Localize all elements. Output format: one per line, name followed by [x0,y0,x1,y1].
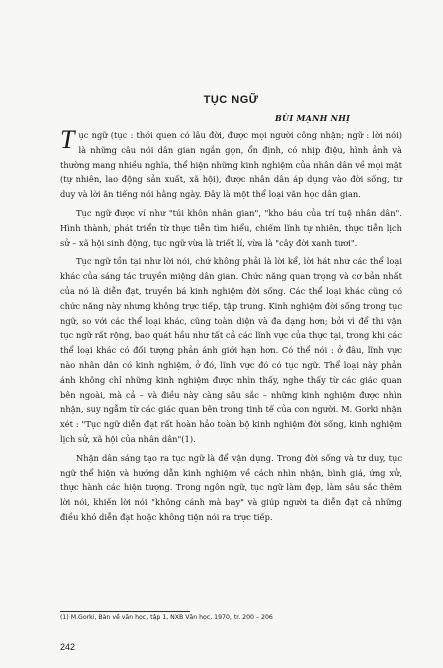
paragraph-4: Nhận dân sáng tạo ra tục ngữ là để vận dụng. Trong đời sống và tư duy, tục ngữ thể hiện và hướng dẫn kinh nghiệm về cách nhìn nhận, bình giá, ứng xử, thực hành các hiện tượng. Trong ngôn ngữ, tục ngữ làm đẹp, làm sâu sắc thêm lời nói, khiến lời nói "không cánh mà bay" và giúp người ta diễn đạt cả những điều khó diễn đạt hoặc không tiện nói ra trực tiếp. [60,452,402,522]
document-page [60,0,402,668]
paragraph-1-text: ục ngữ (tục : thói quen có lâu đời, được mọi người công nhận; ngữ : lời nói) là những câu nói dân gian ngắn gọn, ổn định, có nhịp điệu, hình ảnh và thường mang nhiều nghĩa, thể hiện những kinh nghiệm của nhân dân về mọi mặt (tự nhiên, lao động sản xuất, xã hội), được nhân dân áp dụng vào đời sống, tư duy và lời ăn tiếng nói hằng ngày. Đây là một thể loại văn học dân gian. [60,130,402,200]
drop-cap: T [60,125,75,154]
footnote: (1) M.Gorki, Bàn về văn học, tập 1, NXB Văn học, 1970, tr. 200 – 206 [60,614,273,621]
paragraph-1 [60,125,402,202]
footnote-divider [60,611,190,612]
author-name: BÙI MẠNH NHỊ [275,113,351,123]
page-number: 242 [60,642,76,652]
paragraph-3: Tục ngữ tồn tại như lời nói, chứ không phải là lời kể, lời hát như các thể loại khác của sáng tác truyền miệng dân gian. Chức năng quan trọng và cơ bản nhất của nó là diễn đạt, truyền bá kinh nghiệm đời sống. Các thể loại khác cũng có chức năng này nhưng không trực tiếp, tập trung. Kinh nghiệm đời sống trong tục ngữ, so với các thể loại khác, cũng toàn diện và đa dạng hơn; bởi vì để thi vận tục ngữ rất rộng, bao quát hầu như tất cả các lĩnh vực của thực tại, trong khi các thể loại khác có đối tượng phản ánh giới hạn hơn. Có thể nói : ở đâu, lĩnh vực nào nhân dân có kinh nghiệm, ở đó, lĩnh vực đó có tục ngữ. Thể loại này phản ánh không chỉ những kinh nghiệm được nhìn thấy, nghe thấy từ các giác quan bên ngoài, mà cả – và điều này càng sâu sắc – những kinh nghiệm được nhìn nhận, suy ngẫm từ các giác quan bên trong tinh tế của con người. M. Gorki nhận xét : "Tục ngữ diễn đạt rất hoàn hảo toàn bộ kinh nghiệm đời sống, kinh nghiệm lịch sử, xã hội của nhân dân"(1). [60,256,402,444]
paragraph-2: Tục ngữ được ví như "túi khôn nhân gian", "kho báu của trí tuệ nhân dân". Hình thành, phát triển từ thực tiễn tìm hiểu, chiếm lĩnh tự nhiên, thực tiễn lịch sử – xã hội sinh động, tục ngữ vừa là triết lí, vừa là "cây đời xanh tươi". [60,207,402,248]
page-title: TỤC NGỮ [203,94,259,106]
body-text [60,125,402,525]
